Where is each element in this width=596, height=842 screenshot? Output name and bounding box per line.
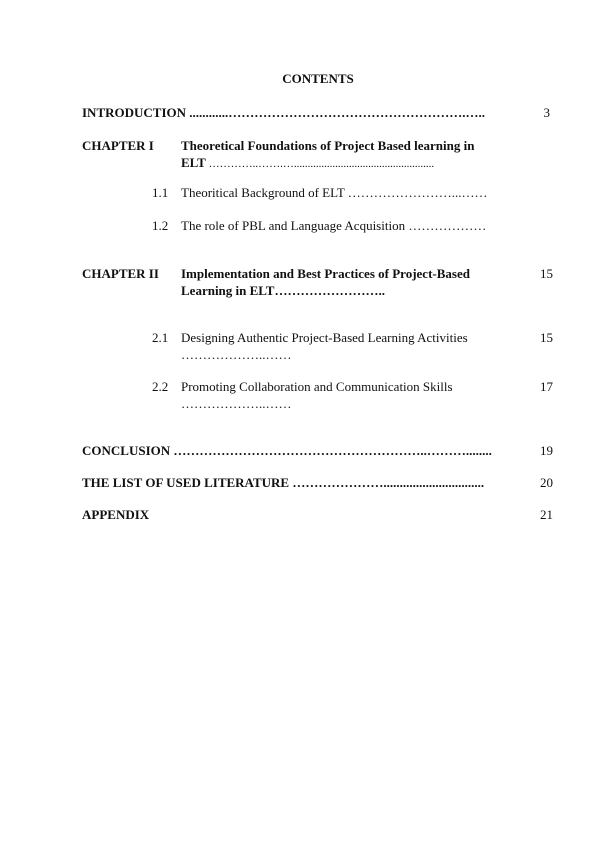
toc-page-number: 15 [540,266,553,281]
toc-label: INTRODUCTION [82,105,187,120]
toc-leader-dots: ……………… [405,218,487,233]
toc-leader-dots: ……………………...…… [344,185,488,200]
toc-page-number: 15 [540,330,553,345]
chapter-title-line: Theoretical Foundations of Project Based learning in [181,138,475,153]
toc-entry-chapter-1[interactable] [181,137,511,173]
toc-page-number: 19 [540,443,553,458]
toc-leader-dots: …………………………………………………..………........ [170,443,492,458]
chapter-label: CHAPTER I [82,138,154,153]
section-number: 1.2 [152,218,169,233]
toc-page-number: 3 [543,105,550,120]
contents-title: CONTENTS [282,71,354,86]
chapter-title-line: ELT …………..…….…................................................... [181,155,435,170]
toc-entry-chapter-2[interactable] [181,265,511,299]
toc-entry-section-2-1[interactable]: Designing Authentic Project-Based Learning Activities ………………..…… [181,329,511,363]
toc-page-number: 20 [540,475,553,490]
toc-entry-appendix[interactable] [82,506,149,523]
toc-entry-section-1-1[interactable]: Theoritical Background of ELT ……………………...…… [181,185,488,200]
section-number: 2.1 [152,330,169,345]
toc-entry-introduction[interactable] [82,104,485,121]
chapter-title-line: Learning in ELT…………………….. [181,283,385,298]
toc-label: CONCLUSION [82,443,171,458]
toc-label: THE LIST OF USED LITERATURE [82,475,290,490]
toc-leader-dots: ............……………………………………………….….. [186,105,486,120]
section-number: 2.2 [152,379,169,394]
toc-entry-section-1-2[interactable]: The role of PBL and Language Acquisition ……………… [181,218,487,233]
section-number: 1.1 [152,185,169,200]
toc-entry-literature[interactable] [82,474,484,491]
toc-entry-conclusion[interactable] [82,442,492,459]
toc-entry-section-2-2[interactable]: Promoting Collaboration and Communication Skills ………………..…… [181,378,511,412]
toc-label: APPENDIX [82,507,150,522]
toc-leader-dots: ………………..…… [181,396,292,411]
toc-leader-dots: ………………..…… [181,347,292,362]
chapter-title-line: Implementation and Best Practices of Project-Based [181,266,470,281]
chapter-label: CHAPTER II [82,266,159,281]
toc-leader-dots: …………………............................... [289,475,485,490]
toc-leader-dots: …………..…….…................................................... [205,158,435,170]
toc-page-number: 21 [540,507,553,522]
toc-page-number: 17 [540,379,553,394]
